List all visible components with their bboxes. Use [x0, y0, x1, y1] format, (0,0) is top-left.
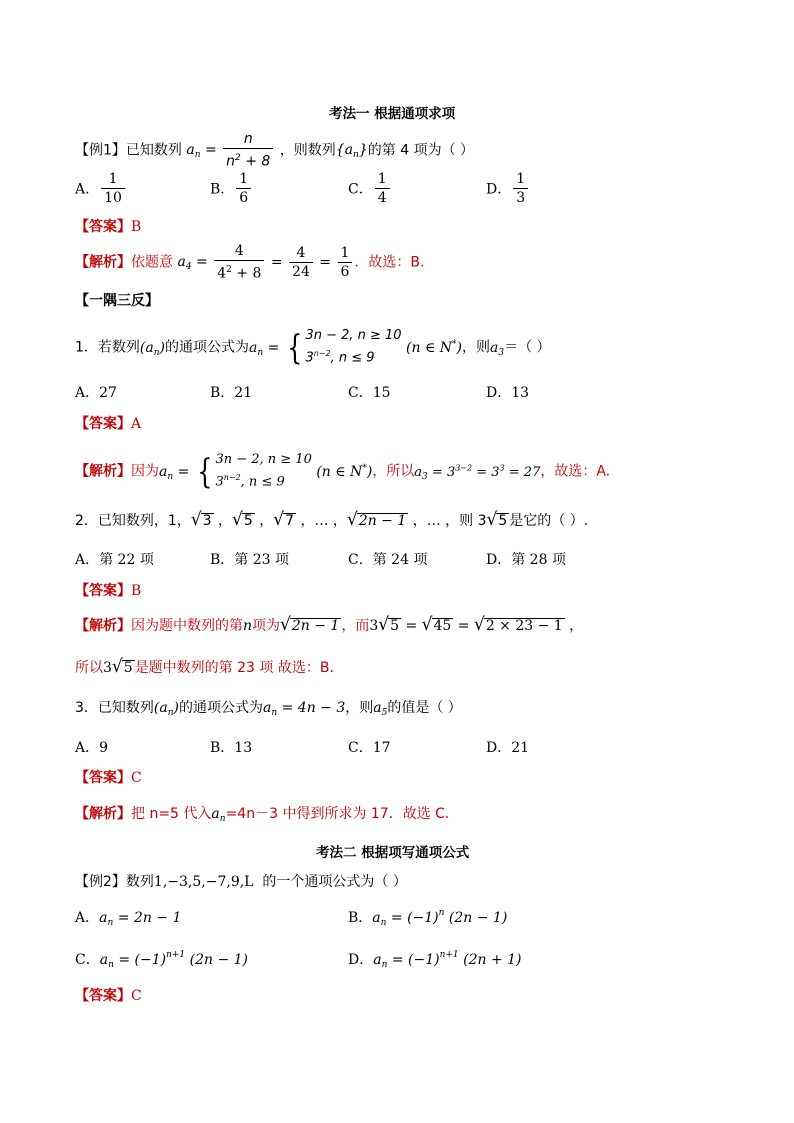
question-text-suffix: 的一个通项公式为（ ）: [262, 874, 407, 890]
answer-value: C: [131, 988, 142, 1004]
analysis-mid: =4n－3 中得到所求为 17．故选 C．: [225, 806, 459, 822]
analysis-suffix: ，故选：A.: [540, 463, 611, 480]
answer-value: C: [131, 770, 142, 786]
q2-option-a: A．第 22 项: [75, 552, 154, 568]
q1-option-b: B．21: [210, 385, 253, 401]
formula-an: $a_n$ =: [186, 142, 222, 161]
answer-row: [75, 216, 141, 236]
fraction-3: $\frac{1}{6}$: [338, 244, 353, 281]
q3-text-mid2: ，则: [345, 700, 374, 716]
example-2-question: [75, 871, 407, 891]
analysis-mid-1: 项为: [252, 618, 281, 634]
analysis-line2-prefix: 所以: [75, 660, 103, 676]
q1-text-mid: 的通项公式为: [165, 339, 249, 356]
fraction-1: $\frac{4}{4^2 + 8}$: [214, 242, 264, 283]
formula-a5: $a_5$: [373, 700, 388, 718]
formula-a4: $a_4$ =: [177, 254, 213, 273]
q1-option-a: A．27: [75, 385, 117, 401]
example-1-question: [75, 130, 474, 170]
analysis-tag: 【解析】: [75, 806, 131, 822]
q2-option-c: C．第 24 项: [348, 552, 428, 568]
answer-value: B: [131, 219, 142, 235]
question-text-mid: ，则数列: [279, 142, 336, 159]
analysis-line2-suffix: 是题中数列的第 23 项 故选：B.: [134, 660, 334, 676]
question-text: 已知数列: [125, 142, 182, 159]
answer-tag: 【答案】: [75, 219, 131, 235]
q1-analysis-row: 【解析】因为$a_n$ = { 3n − 2, n ≥ 10 $3^{n-2}$, n ≤ 9 (n ∈ N*)，所以$a_3 = 3^{3-2} = 3^3 = 27$，故选：A.: [75, 451, 611, 492]
q3-text-suffix: 的值是（ ）: [387, 700, 462, 716]
q3-text-mid: 的通项公式为: [179, 700, 263, 716]
section-title-2: 考法二 根据项写通项公式: [316, 845, 470, 861]
analysis-text: 依题意: [131, 254, 173, 271]
analysis-mid-2: ，而: [341, 618, 370, 634]
answer-tag: 【答案】: [75, 583, 131, 599]
analysis-tag: 【解析】: [75, 254, 131, 271]
q2-stem: 2．已知数列，1，√3 ，√5 ，√7 ，… ，√2n − 1 ，… ，则 3√5 是它的（ ）.: [75, 509, 589, 531]
q1-option-d: D．13: [486, 385, 530, 401]
q2-answer-row: [75, 580, 141, 600]
q1-text: 1．若数列: [75, 339, 140, 356]
analysis-text: 因为题中数列的第: [131, 618, 243, 634]
q3-answer-row: [75, 767, 142, 787]
section-title-1: 考法一 根据通项求项: [329, 106, 456, 122]
formula-seq: $\{a_n\}$: [335, 142, 368, 161]
formula-a3-calc: $a_3 = 3^{3-2} = 3^3 = 27$: [414, 463, 541, 482]
example-tag: 【例2】: [75, 874, 126, 890]
q3-option-b: B．13: [210, 740, 253, 756]
answer-value: A: [131, 416, 142, 432]
analysis-mid: ，所以: [372, 463, 415, 480]
ex2-option-b: B．$a_n = (-1)^n$ (2n − 1): [348, 908, 508, 928]
q2-option-b: B．第 23 项: [210, 552, 290, 568]
formula-fraction: $\frac{n}{n^2 + 8}$: [223, 130, 273, 171]
sequence: 1,−3,5,−7,9,L: [153, 874, 254, 890]
q1-option-c: C．15: [348, 385, 391, 401]
q3-analysis-row: 【解析】把 n=5 代入$a_n=4n-3$ 中得到所求为 17．故选 C．: [75, 806, 459, 824]
q2-analysis-line-2: 所以3√5 是题中数列的第 23 项 故选：B.: [75, 656, 334, 678]
question-text-suffix: 的第 4 项为（ ）: [367, 142, 475, 159]
option-a: A． $\frac{1}{10}$: [75, 170, 127, 207]
analysis-text: 把 n=5 代入: [131, 806, 212, 822]
q2-text-suffix: 是它的（ ）.: [509, 513, 589, 529]
q2-text: 2．已知数列，1，: [75, 513, 191, 529]
formula-an: $a_n = 4n - 3$: [263, 700, 346, 718]
answer-tag: 【答案】: [75, 770, 131, 786]
q1-answer-row: [75, 413, 141, 433]
q2-option-d: D．第 28 项: [486, 552, 566, 568]
q3-option-a: A．9: [75, 740, 109, 756]
formula-seq: $(a_n)$: [153, 700, 179, 718]
option-b: B． $\frac{1}{6}$: [210, 170, 253, 207]
q1-text-suffix: ，则: [462, 339, 491, 356]
question-text: 数列: [125, 874, 154, 890]
ex2-option-a: A．$a_n = 2n - 1$: [75, 910, 182, 928]
q3-stem: [75, 697, 462, 718]
analysis-tag: 【解析】: [75, 463, 131, 480]
q1-text-end: ＝（ ）: [504, 339, 551, 356]
yiyu-title: 【一隅三反】: [75, 293, 159, 309]
option-d: D． $\frac{1}{3}$: [486, 170, 530, 207]
answer-value: B: [131, 583, 142, 599]
option-c: C． $\frac{1}{4}$: [348, 170, 392, 207]
analysis-tag: 【解析】: [75, 618, 131, 634]
formula-domain: (n ∈ N*): [316, 463, 373, 480]
q3-text: 3．已知数列: [75, 700, 154, 716]
analysis-suffix: ．故选：B.: [354, 254, 425, 271]
q3-option-c: C．17: [348, 740, 391, 756]
piecewise: 3n − 2, n ≥ 10 $3^{n-2}$, n ≤ 9: [215, 452, 312, 490]
ex2-option-d: D．$a_n = (-1)^{n+1}$ (2n + 1): [348, 950, 522, 970]
q1-stem: 1．若数列$(a_n)$的通项公式为$a_n$ = { 3n − 2, n ≥ 10 $3^{n-2}$, n ≤ 9 (n ∈ N*)，则$a_3=$（ ）: [75, 327, 551, 368]
analysis-text: 因为: [131, 463, 159, 480]
formula-an: $a_n$ =: [159, 463, 194, 482]
fraction-2: $\frac{4}{24}$: [289, 244, 313, 281]
piecewise: 3n − 2, n ≥ 10 $3^{n-2}$, n ≤ 9: [305, 328, 402, 366]
ex2-option-c: C．$a_n = (-1)^{n+1}$ (2n − 1): [75, 950, 248, 970]
example-tag: 【例1】: [75, 142, 126, 159]
ex2-answer-row: [75, 985, 142, 1005]
q2-analysis-row: 【解析】因为题中数列的第n项为√2n − 1 ，而3√5 = √45 = √2 × 23 − 1 ，: [75, 614, 584, 636]
formula-a3: $a_3$: [490, 339, 505, 358]
analysis-row: 【解析】依题意 $a_4$ = $\frac{4}{4^2 + 8}$ = $\frac{4}{24}$ = $\frac{1}{6}$ ．故选：B.: [75, 243, 425, 282]
answer-tag: 【答案】: [75, 416, 131, 432]
formula-an: $a_n$ =: [249, 339, 284, 358]
answer-tag: 【答案】: [75, 988, 131, 1004]
formula-domain: (n ∈ N*): [406, 339, 463, 356]
q3-option-d: D．21: [486, 740, 530, 756]
formula-seq: $(a_n)$: [139, 339, 165, 358]
